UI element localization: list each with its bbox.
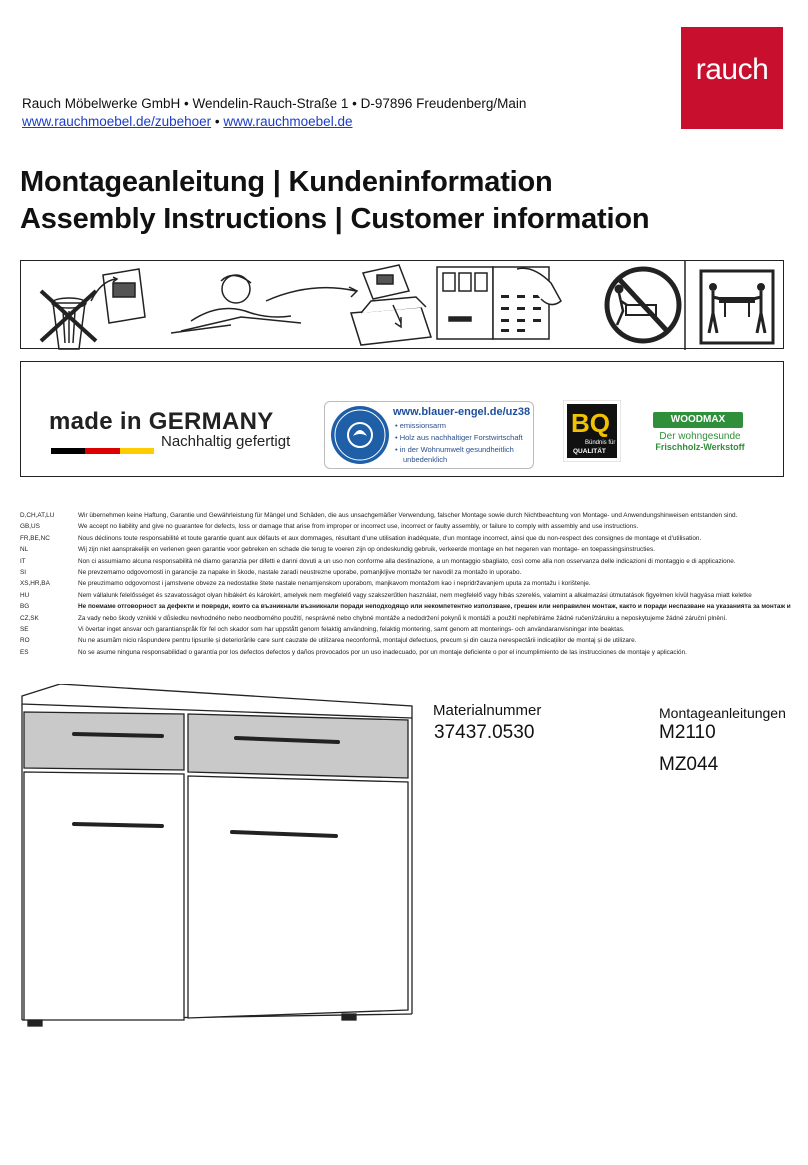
handle-door-left (74, 824, 162, 826)
page-title-en: Assembly Instructions | Customer information (20, 203, 650, 235)
disclaimer-language-code: HU (20, 591, 30, 599)
disclaimer-language-code: SI (20, 568, 27, 576)
disclaimer-language-code: BG (20, 603, 30, 611)
bq-line2: QUALITÄT (573, 448, 606, 455)
disclaimer-language-code: XS,HR,BA (20, 580, 50, 588)
link-rauchmoebel[interactable]: www.rauchmoebel.de (223, 114, 353, 129)
person-reading-icon (171, 275, 357, 333)
german-flag-bar (51, 441, 155, 447)
trash-can-icon (41, 291, 96, 349)
sideboard-illustration (20, 684, 415, 1034)
disclaimer-row (20, 613, 790, 624)
link-separator: • (214, 114, 220, 129)
booklet-icon (91, 269, 145, 323)
disclaimer-row (20, 510, 790, 521)
blauer-engel-url: www.blauer-engel.de/uz38 (393, 406, 531, 418)
disclaimer-text: Nem vállalunk felelősséget és szavatosságot olyan hibákért és károkért, amelyek nem megfelelő vagy szakszerűtlen használat, nem megfelelő vagy hibás szerelés, valamint a alkalmazási útmutatások figyelmen kívül hagyása miatt keletke (78, 591, 752, 599)
blauer-engel-badge (324, 401, 534, 469)
material-number-value: 37437.0530 (434, 722, 535, 743)
pictogram-strip-svg (21, 261, 785, 350)
disclaimer-row (20, 556, 790, 567)
disclaimer-row (20, 635, 790, 646)
disclaimer-row (20, 544, 790, 555)
woodmax-line2: Frischholz-Werkstoff (655, 442, 745, 452)
blauer-engel-item: • emissionsarm (395, 421, 446, 430)
two-person-carry-icon (701, 271, 773, 343)
disclaimer-row (20, 521, 790, 532)
disclaimer-row (20, 601, 790, 612)
disclaimer-row (20, 578, 790, 589)
disclaimer-text: Nous déclinons toute responsabilité et toute garantie quant aux défauts et aux dommages, résultant d'une utilisation inadéquate, d'un montage incorrect, ainsi que du non-respect des consignes de montage et d'utilisation. (78, 534, 702, 542)
disclaimer-language-code: SE (20, 625, 29, 633)
disclaimer-text: Wir übernehmen keine Haftung, Garantie und Gewährleistung für Mängel und Schäden, die aus unsachgemäßer Verwendung, falscher Montage sowie durch Nichtbeachtung von Montage- und Anwendungshinweisen entstanden sind. (78, 512, 738, 519)
blauer-engel-item: unbedenklich (403, 455, 448, 464)
company-address: Rauch Möbelwerke GmbH • Wendelin-Rauch-Straße 1 • D-97896 Freudenberg/Main (22, 96, 527, 111)
instructions-label: Montageanleitungen (659, 705, 786, 721)
disclaimer-row (20, 567, 790, 578)
blauer-engel-item: • Holz aus nachhaltiger Forstwirtschaft (395, 433, 523, 442)
page-title-de: Montageanleitung | Kundeninformation (20, 166, 553, 198)
no-dragging-icon (607, 269, 679, 341)
link-zubehoer[interactable]: www.rauchmoebel.de/zubehoer (22, 114, 212, 129)
woodmax-name: WOODMAX (653, 412, 743, 428)
document-folder-icon (351, 265, 431, 345)
disclaimer-row (20, 533, 790, 544)
sustainable-label: Nachhaltig gefertigt (161, 433, 291, 450)
blauer-engel-item: • in der Wohnumwelt gesundheitlich (395, 445, 514, 454)
door-right (188, 776, 408, 1018)
material-number-label: Materialnummer (433, 702, 542, 719)
instruction-code: MZ044 (659, 754, 719, 775)
instruction-code: M2110 (659, 722, 716, 743)
disclaimer-language-code: RO (20, 637, 30, 645)
disclaimer-text: Vi övertar inget ansvar och garantianspråk för fel och skador som har uppstått genom felaktig användning, felaktig montering, samt genom att monterings- och användaranvisningar inte beaktas. (78, 625, 625, 633)
made-in-germany-label: made in GERMANY (49, 408, 274, 435)
disclaimer-language-code: IT (20, 557, 26, 565)
disclaimer-language-code: GB,US (20, 523, 40, 531)
disclaimer-text: Не поемаме отговорност за дефекти и повреди, които са възникнали възникнали поради неподходящо или некомпетентно използване, грешен или неправилен монтаж, както и поради неспазване на указанията за монтаж и (78, 603, 791, 611)
disclaimer-text: Ne preuzimamo odgovornost i jamstvene obveze za nedostatke štete nastale nenamjenskom uporabom, manjkavom montažom kao i nepridržavanjem uputa za montažu i korištenje. (78, 580, 591, 588)
disclaimer-row (20, 590, 790, 601)
instructions-panel-icon (437, 267, 561, 339)
certification-badges (20, 361, 784, 477)
disclaimer-row (20, 647, 790, 658)
flag-stripe-red (85, 448, 119, 454)
woodmax-line1: Der wohngesunde (659, 431, 741, 442)
instruction-pictograms (20, 260, 784, 349)
bq-letters: BQ (571, 408, 610, 438)
website-links (22, 114, 352, 129)
disclaimer-language-code: FR,BE,NC (20, 534, 50, 542)
bq-quality-badge (563, 400, 621, 462)
blauer-engel-emblem-icon (331, 406, 389, 464)
disclaimer-text: No se asume ninguna responsabilidad o garantía por los defectos defectos y daños provocados por un uso inadecuado, por un montaje deficiente o por el incumplimiento de las instrucciones de montaje y aplicación. (78, 648, 687, 656)
disclaimer-text: Za vady nebo škody vzniklé v důsledku nevhodného nebo neodborného použití, nesprávné nebo chybné montáže a nedodržení pokynů k montáži a použití nepřebíráme žádné ručení/záruku a neposkytujeme žádné záruční plnění. (78, 614, 728, 622)
flag-stripe-gold (120, 448, 154, 454)
disclaimer-text: Nu ne asumăm nicio răspundere pentru lipsurile și deteriorările care sunt cauzate de utilizarea neconformă, montajul defectuos, precum și din cauza nerespectării indicațiilor de montaj și de utilizare. (78, 637, 637, 645)
bq-line1: Bündnis für (585, 440, 616, 446)
disclaimer-text: Ne prevzemamo odgovornosti in garancije za napake in škode, nastale zaradi neustrezne uporabe, pomanjkljive montaže ter navodil za montažo in uporabo. (78, 568, 522, 576)
liability-disclaimers (20, 510, 790, 658)
disclaimer-language-code: D,CH,AT,LU (20, 512, 55, 519)
disclaimer-language-code: CZ,SK (20, 614, 39, 622)
drawer-right (188, 714, 408, 778)
disclaimer-text: Wij zijn niet aansprakelijk en verlenen geen garantie voor gebreken en schade die terug te voeren zijn op ondeskundig gebruik, verkeerde montage en het negeren van montage- en toepassingsinstructies. (78, 546, 655, 554)
disclaimer-text: We accept no liability and give no guarantee for defects, loss or damage that arise from improper or incorrect use, incorrect or faulty assembly, or failure to comply with assembly and use instructions. (78, 523, 639, 531)
drawer-left (24, 712, 184, 770)
disclaimer-text: Non ci assumiamo alcuna responsabilità né diamo garanzia per difetti e danni dovuti a un uso non conforme alla destinazione, a un montaggio sbagliato, così come alla non osservanza delle indicazioni di montaggio e di applicazione. (78, 557, 736, 565)
woodmax-badge (641, 412, 759, 452)
door-left (24, 772, 184, 1020)
disclaimer-language-code: NL (20, 546, 29, 554)
disclaimer-language-code: ES (20, 648, 29, 656)
rauch-logo (681, 27, 783, 129)
flag-stripe-black (51, 448, 85, 454)
disclaimer-row (20, 624, 790, 635)
handle-drawer-left (74, 734, 162, 736)
logo-text: rauch (695, 53, 769, 86)
